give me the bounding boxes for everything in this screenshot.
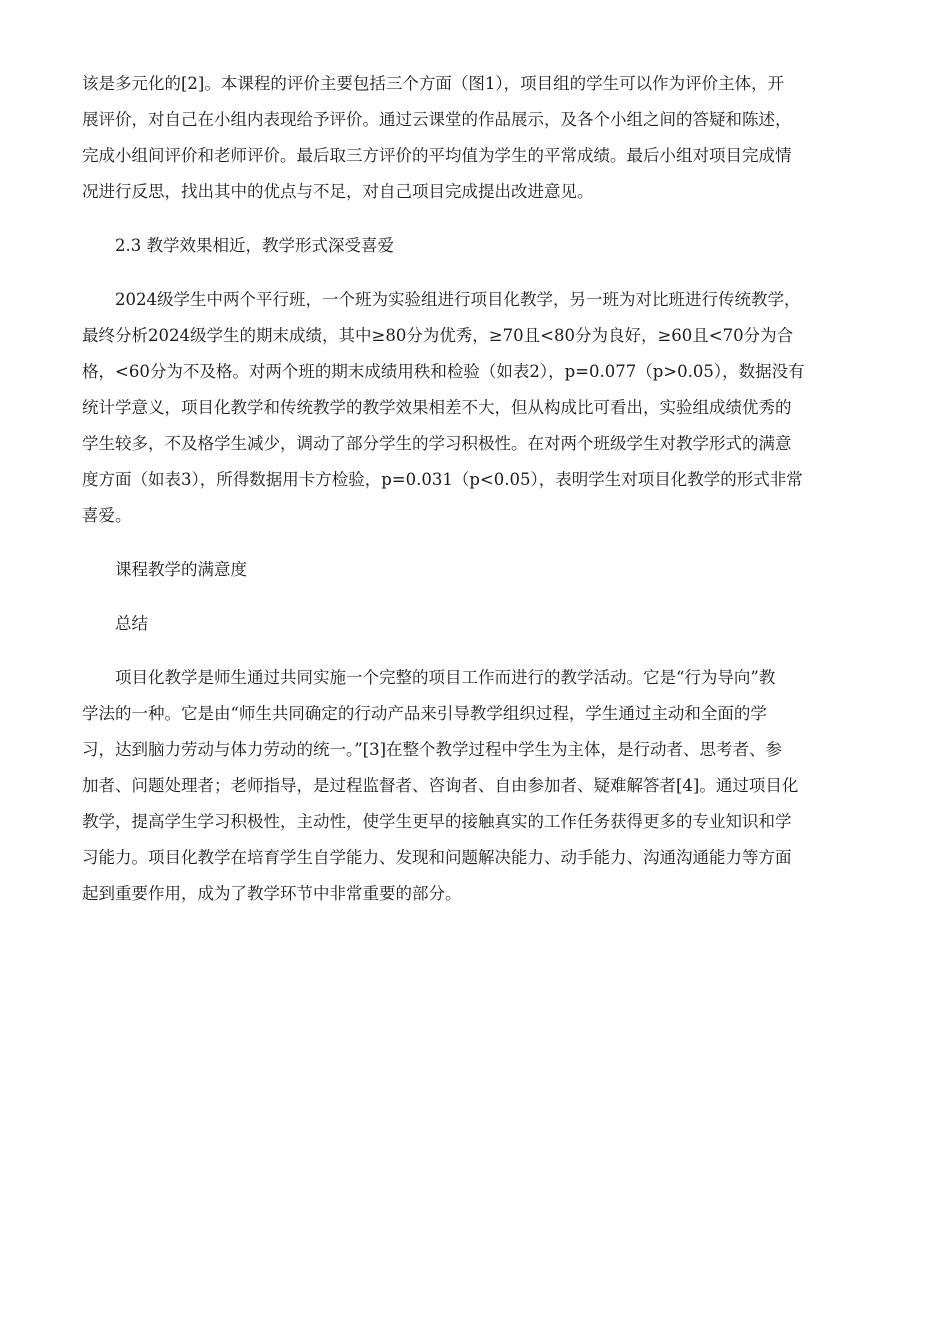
paragraph-teaching-effect <box>82 282 868 534</box>
text-line: 学生较多，不及格学生减少，调动了部分学生的学习积极性。在对两个班级学生对教学形式的满意 <box>82 434 792 453</box>
text-line: 格，<60分为不及格。对两个班的期末成绩用秩和检验（如表2），p=0.077（p>0.05），数据没有 <box>82 362 805 381</box>
text-line: 学法的一种。它是由“师生共同确定的行动产品来引导教学组织过程，学生通过主动和全面的学 <box>82 704 767 723</box>
text-line: 展评价，对自己在小组内表现给予评价。通过云课堂的作品展示，及各个小组之间的答疑和陈述， <box>82 110 792 129</box>
text-line: 2024级学生中两个平行班，一个班为实验组进行项目化教学，另一班为对比班进行传统教学， <box>115 290 801 309</box>
caption-satisfaction: 课程教学的满意度 <box>115 560 247 579</box>
text-line: 统计学意义，项目化教学和传统教学的教学效果相差不大，但从构成比可看出，实验组成绩优秀的 <box>82 398 792 417</box>
section-heading-summary: 总结 <box>115 614 148 633</box>
text-line: 项目化教学是师生通过共同实施一个完整的项目工作而进行的教学活动。它是“行为导向”教 <box>115 668 776 687</box>
text-line: 度方面（如表3），所得数据用卡方检验，p=0.031（p<0.05），表明学生对项目化教学的形式非常 <box>82 470 803 489</box>
text-line: 加者、问题处理者；老师指导，是过程监督者、咨询者、自由参加者、疑难解答者[4]。通过项目化 <box>82 776 799 795</box>
text-line: 起到重要作用，成为了教学环节中非常重要的部分。 <box>82 884 462 903</box>
text-line: 习，达到脑力劳动与体力劳动的统一。”[3]在整个教学过程中学生为主体，是行动者、思考者、参 <box>82 740 783 759</box>
paragraph-summary <box>82 660 868 912</box>
text-line: 况进行反思，找出其中的优点与不足，对自己项目完成提出改进意见。 <box>82 182 594 201</box>
text-line: 喜爱。 <box>82 506 132 525</box>
spacer <box>82 642 868 660</box>
document-page <box>82 66 868 912</box>
text-line: 习能力。项目化教学在培育学生自学能力、发现和问题解决能力、动手能力、沟通沟通能力等方面 <box>82 848 792 867</box>
text-line: 完成小组间评价和老师评价。最后取三方评价的平均值为学生的平常成绩。最后小组对项目完成情 <box>82 146 792 165</box>
text-line: 最终分析2024级学生的期末成绩，其中≥80分为优秀，≥70且<80分为良好，≥60且<70分为合 <box>82 326 794 345</box>
section-heading-2-3: 2.3 教学效果相近，教学形式深受喜爱 <box>115 236 394 255</box>
paragraph-evaluation <box>82 66 868 210</box>
spacer <box>82 534 868 552</box>
spacer <box>82 588 868 606</box>
spacer <box>82 264 868 282</box>
text-line: 该是多元化的[2]。本课程的评价主要包括三个方面（图1），项目组的学生可以作为评价主体，开 <box>82 74 785 93</box>
text-line: 教学，提高学生学习积极性，主动性，使学生更早的接触真实的工作任务获得更多的专业知识和学 <box>82 812 792 831</box>
spacer <box>82 210 868 228</box>
